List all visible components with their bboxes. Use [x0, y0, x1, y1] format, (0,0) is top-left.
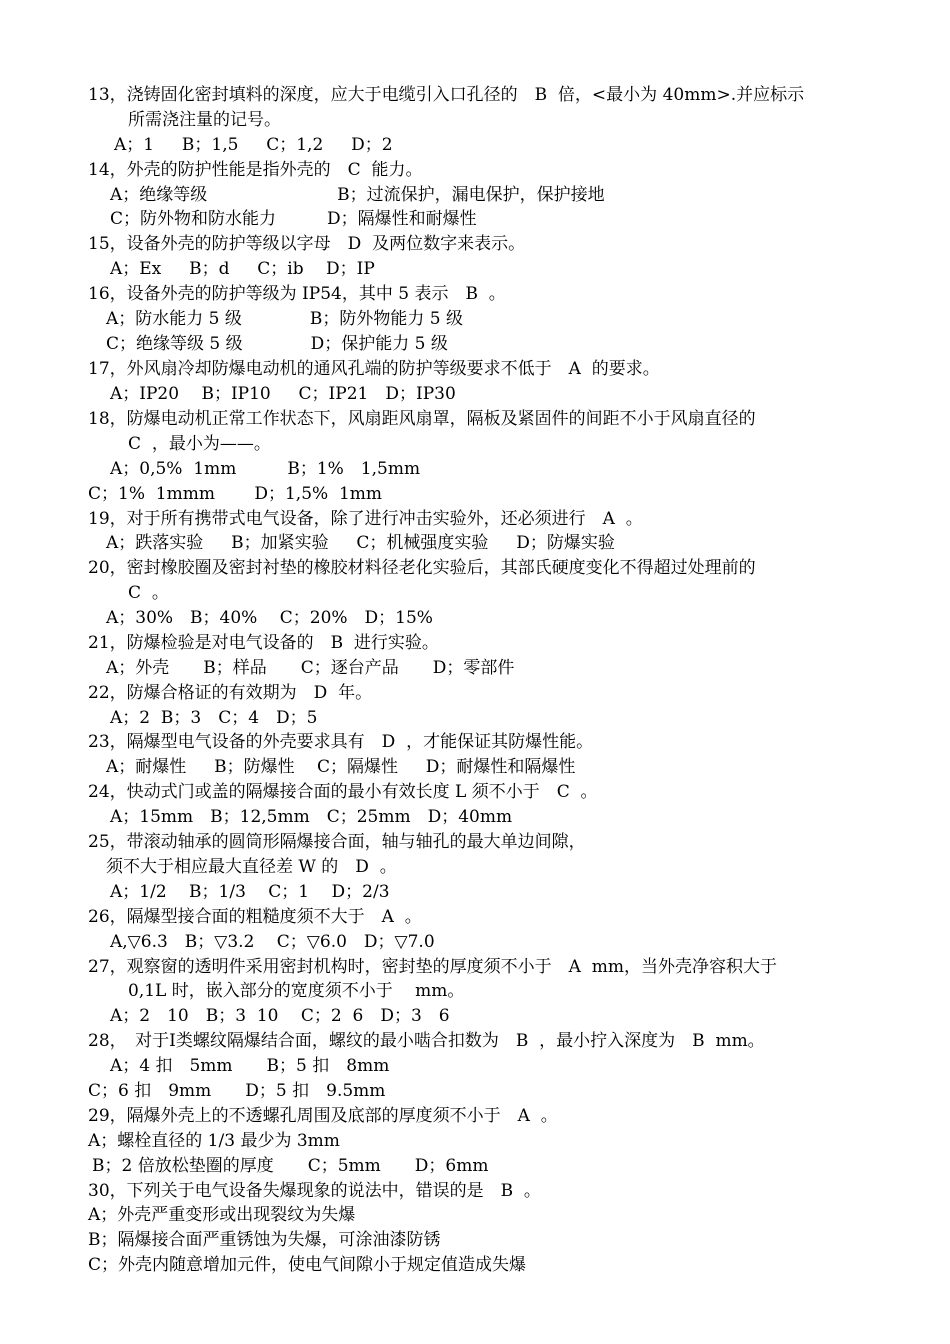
question-27-line-1: 27，观察窗的透明件采用密封机构时，密封垫的厚度须不小于 A mm，当外壳净容积大于: [88, 957, 777, 977]
question-23: 23，隔爆型电气设备的外壳要求具有 D ，才能保证其防爆性能。: [88, 732, 594, 752]
question-20-line-1: 20，密封橡胶圈及密封衬垫的橡胶材料径老化实验后，其部氏硬度变化不得超过处理前的: [88, 558, 756, 578]
question-28-options-cd: C；6 扣 9mm D；5 扣 9.5mm: [88, 1081, 386, 1101]
question-15-options: A；Ex B；d C；ib D；IP: [110, 259, 375, 279]
question-28: 28， 对于Ⅰ类螺纹隔爆结合面，螺纹的最小啮合扣数为 B ，最小拧入深度为 B mm。: [88, 1031, 765, 1051]
question-22-options: A；2 B；3 C；4 D；5: [110, 708, 318, 728]
question-30: 30，下列关于电气设备失爆现象的说法中，错误的是 B 。: [88, 1181, 541, 1201]
question-14-options-ab: A；绝缘等级 B；过流保护，漏电保护，保护接地: [110, 185, 605, 205]
question-29-option-a: A；螺栓直径的 1/3 最少为 3mm: [88, 1131, 340, 1151]
question-13-line-2: 所需浇注量的记号。: [128, 110, 281, 130]
question-15: 15，设备外壳的防护等级以字母 D 及两位数字来表示。: [88, 234, 526, 254]
question-24: 24，快动式门或盖的隔爆接合面的最小有效长度 L 须不小于 C 。: [88, 782, 598, 802]
question-13-line-1: 13，浇铸固化密封填料的深度，应大于电缆引入口孔径的 B 倍，<最小为 40mm>.并应标示: [88, 85, 805, 105]
question-26-options: A,▽6.3 B；▽3.2 C；▽6.0 D；▽7.0: [110, 932, 435, 952]
question-18-options-cd: C；1% 1mmm D；1,5% 1mm: [88, 484, 383, 504]
question-16-options-ab: A；防水能力 5 级 B；防外物能力 5 级: [106, 309, 464, 329]
question-20-options: A；30% B；40% C；20% D；15%: [106, 608, 433, 628]
question-30-option-a: A；外壳严重变形或出现裂纹为失爆: [88, 1205, 356, 1225]
question-13-options: A；1 B；1,5 C；1,2 D；2: [114, 135, 393, 155]
question-17-options: A；IP20 B；IP10 C；IP21 D；IP30: [110, 384, 456, 404]
question-18-options-ab: A；0,5% 1mm B；1% 1,5mm: [110, 459, 421, 479]
question-25-line-2: 须不大于相应最大直径差 W 的 D 。: [106, 857, 397, 877]
question-23-options: A；耐爆性 B；防爆性 C；隔爆性 D；耐爆性和隔爆性: [106, 757, 576, 777]
question-17: 17，外风扇冷却防爆电动机的通风孔端的防护等级要求不低于 A 的要求。: [88, 359, 660, 379]
question-30-option-b: B；隔爆接合面严重锈蚀为失爆，可涂油漆防锈: [88, 1230, 441, 1250]
question-16: 16，设备外壳的防护等级为 IP54，其中 5 表示 B 。: [88, 284, 506, 304]
question-18-line-2: C ，最小为——。: [128, 434, 271, 454]
question-14-options-cd: C；防外物和防水能力 D；隔爆性和耐爆性: [110, 209, 477, 229]
question-19: 19，对于所有携带式电气设备，除了进行冲击实验外，还必须进行 A 。: [88, 509, 643, 529]
question-27-line-2: 0,1L 时，嵌入部分的宽度须不小于 mm。: [128, 981, 465, 1001]
question-25-options: A；1/2 B；1/3 C；1 D；2/3: [110, 882, 390, 902]
question-14: 14，外壳的防护性能是指外壳的 C 能力。: [88, 160, 423, 180]
question-27-options: A；2 10 B；3 10 C；2 6 D；3 6: [110, 1006, 450, 1026]
question-24-options: A；15mm B；12,5mm C；25mm D；40mm: [110, 807, 513, 827]
question-28-options-ab: A；4 扣 5mm B；5 扣 8mm: [110, 1056, 390, 1076]
question-19-options: A；跌落实验 B；加紧实验 C；机械强度实验 D；防爆实验: [106, 533, 615, 553]
question-18-line-1: 18，防爆电动机正常工作状态下，风扇距风扇罩，隔板及紧固件的间距不小于风扇直径的: [88, 409, 756, 429]
question-21: 21，防爆检验是对电气设备的 B 进行实验。: [88, 633, 439, 653]
question-29: 29，隔爆外壳上的不透螺孔周围及底部的厚度须不小于 A 。: [88, 1106, 558, 1126]
question-25-line-1: 25，带滚动轴承的圆筒形隔爆接合面，轴与轴孔的最大单边间隙，: [88, 832, 586, 852]
question-22: 22，防爆合格证的有效期为 D 年。: [88, 683, 373, 703]
question-26: 26，隔爆型接合面的粗糙度须不大于 A 。: [88, 907, 422, 927]
question-20-line-2: C 。: [128, 583, 169, 603]
question-16-options-cd: C；绝缘等级 5 级 D；保护能力 5 级: [106, 334, 448, 354]
question-29-options-bcd: B；2 倍放松垫圈的厚度 C；5mm D；6mm: [92, 1156, 489, 1176]
question-21-options: A；外壳 B；样品 C；逐台产品 D；零部件: [106, 658, 515, 678]
question-30-option-c: C；外壳内随意增加元件，使电气间隙小于规定值造成失爆: [88, 1255, 527, 1275]
